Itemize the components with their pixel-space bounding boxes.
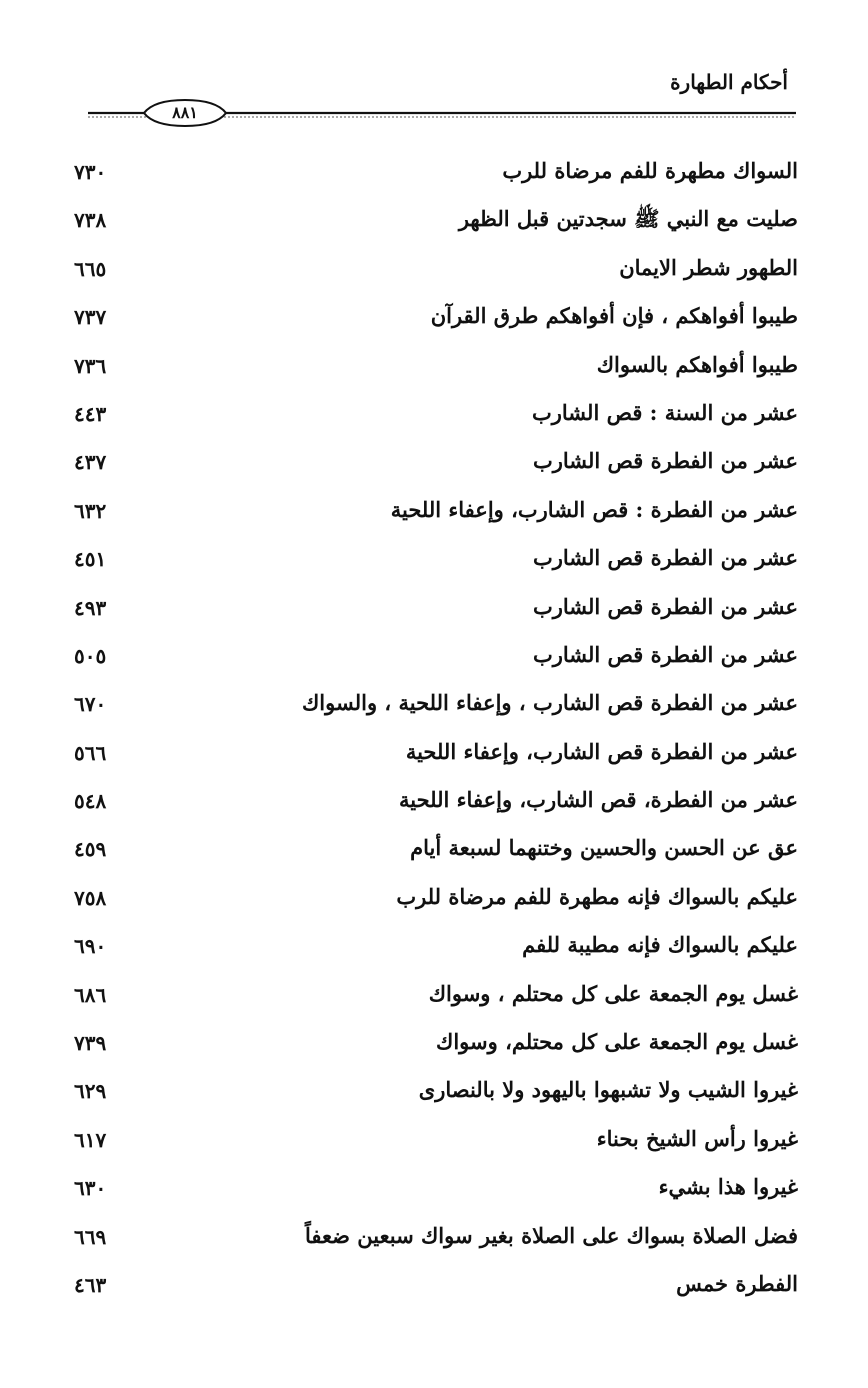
entry-page-number: ٦٣٢ — [74, 498, 107, 523]
index-row — [0, 1168, 868, 1216]
entry-text: غيروا هذا بشيء — [658, 1174, 798, 1200]
entry-page-number: ٥٠٥ — [74, 643, 107, 668]
entry-page-number: ٦٢٩ — [74, 1079, 107, 1104]
entry-text: عشر من الفطرة، قص الشارب، وإعفاء اللحية — [399, 787, 798, 813]
index-row — [0, 442, 868, 490]
entry-text: عشر من الفطرة قص الشارب ، وإعفاء اللحية ، والسواك — [302, 690, 798, 716]
index-row — [0, 1265, 868, 1313]
index-row — [0, 975, 868, 1023]
entry-page-number: ٦٩٠ — [74, 934, 107, 959]
index-list — [0, 152, 868, 1313]
entry-text: طيبوا أفواهكم بالسواك — [596, 351, 798, 377]
entry-page-number: ٧٣٨ — [74, 208, 107, 233]
index-row — [0, 878, 868, 926]
entry-page-number: ٦٨٦ — [74, 982, 107, 1007]
entry-page-number: ٤٥١ — [74, 547, 107, 572]
index-row — [0, 1071, 868, 1119]
index-row — [0, 733, 868, 781]
entry-page-number: ٧٣٩ — [74, 1031, 107, 1056]
entry-page-number: ٥٤٨ — [74, 789, 107, 814]
entry-page-number: ٤٤٣ — [74, 401, 107, 426]
index-row — [0, 926, 868, 974]
entry-text: عليكم بالسواك فإنه مطهرة للفم مرضاة للرب — [396, 883, 798, 909]
entry-page-number: ٤٦٣ — [74, 1272, 107, 1297]
index-row — [0, 1217, 868, 1265]
entry-text: عشر من الفطرة : قص الشارب، وإعفاء اللحية — [390, 496, 798, 522]
index-row — [0, 1120, 868, 1168]
entry-page-number: ٦٦٥ — [74, 256, 107, 281]
entry-text: طيبوا أفواهكم ، فإن أفواهكم طرق القرآن — [430, 303, 798, 329]
entry-text: عليكم بالسواك فإنه مطيبة للفم — [522, 932, 798, 958]
index-row — [0, 829, 868, 877]
entry-text: غيروا الشيب ولا تشبهوا باليهود ولا بالنصارى — [418, 1077, 798, 1103]
entry-text: عشر من الفطرة قص الشارب، وإعفاء اللحية — [405, 738, 798, 764]
entry-text: عشر من الفطرة قص الشارب — [532, 545, 798, 571]
index-row — [0, 346, 868, 394]
index-row — [0, 200, 868, 248]
entry-text: الطهور شطر الايمان — [619, 254, 798, 280]
entry-page-number: ٦٣٠ — [74, 1176, 107, 1201]
entry-page-number: ٦٦٩ — [74, 1224, 107, 1249]
entry-text: الفطرة خمس — [676, 1270, 798, 1296]
index-row — [0, 684, 868, 732]
entry-page-number: ٧٣٦ — [74, 353, 107, 378]
entry-text: عشر من الفطرة قص الشارب — [532, 448, 798, 474]
entry-page-number: ٦١٧ — [74, 1127, 107, 1152]
index-row — [0, 297, 868, 345]
entry-page-number: ٦٧٠ — [74, 692, 107, 717]
entry-page-number: ٧٥٨ — [74, 885, 107, 910]
index-row — [0, 491, 868, 539]
index-row — [0, 1023, 868, 1071]
entry-page-number: ٤٣٧ — [74, 450, 107, 475]
entry-page-number: ٥٦٦ — [74, 740, 107, 765]
index-row — [0, 394, 868, 442]
entry-text: غسل يوم الجمعة على كل محتلم ، وسواك — [428, 980, 798, 1006]
entry-text: غسل يوم الجمعة على كل محتلم، وسواك — [436, 1029, 798, 1055]
entry-text: عشر من الفطرة قص الشارب — [532, 593, 798, 619]
book-title: أحكام الطهارة — [670, 70, 788, 94]
entry-text: فضل الصلاة بسواك على الصلاة بغير سواك سبعين ضعفاً — [304, 1222, 798, 1248]
index-row — [0, 636, 868, 684]
index-row — [0, 539, 868, 587]
page-number: ٨٨١ — [172, 103, 198, 122]
page-header — [0, 0, 868, 140]
entry-text: السواك مطهرة للفم مرضاة للرب — [502, 158, 798, 183]
index-row — [0, 781, 868, 829]
entry-text: عشر من الفطرة قص الشارب — [532, 641, 798, 667]
entry-text: عشر من السنة : قص الشارب — [532, 399, 798, 425]
entry-page-number: ٤٥٩ — [74, 837, 107, 862]
entry-text: غيروا رأس الشيخ بحناء — [596, 1125, 798, 1151]
index-row — [0, 152, 868, 200]
entry-page-number: ٧٣٧ — [74, 305, 107, 330]
entry-page-number: ٧٣٠ — [74, 160, 107, 184]
entry-page-number: ٤٩٣ — [74, 595, 107, 620]
entry-text: عق عن الحسن والحسين وختنهما لسبعة أيام — [410, 835, 798, 861]
entry-text: صليت مع النبي ﷺ سجدتين قبل الظهر — [458, 206, 798, 232]
index-row — [0, 249, 868, 297]
index-row — [0, 588, 868, 636]
